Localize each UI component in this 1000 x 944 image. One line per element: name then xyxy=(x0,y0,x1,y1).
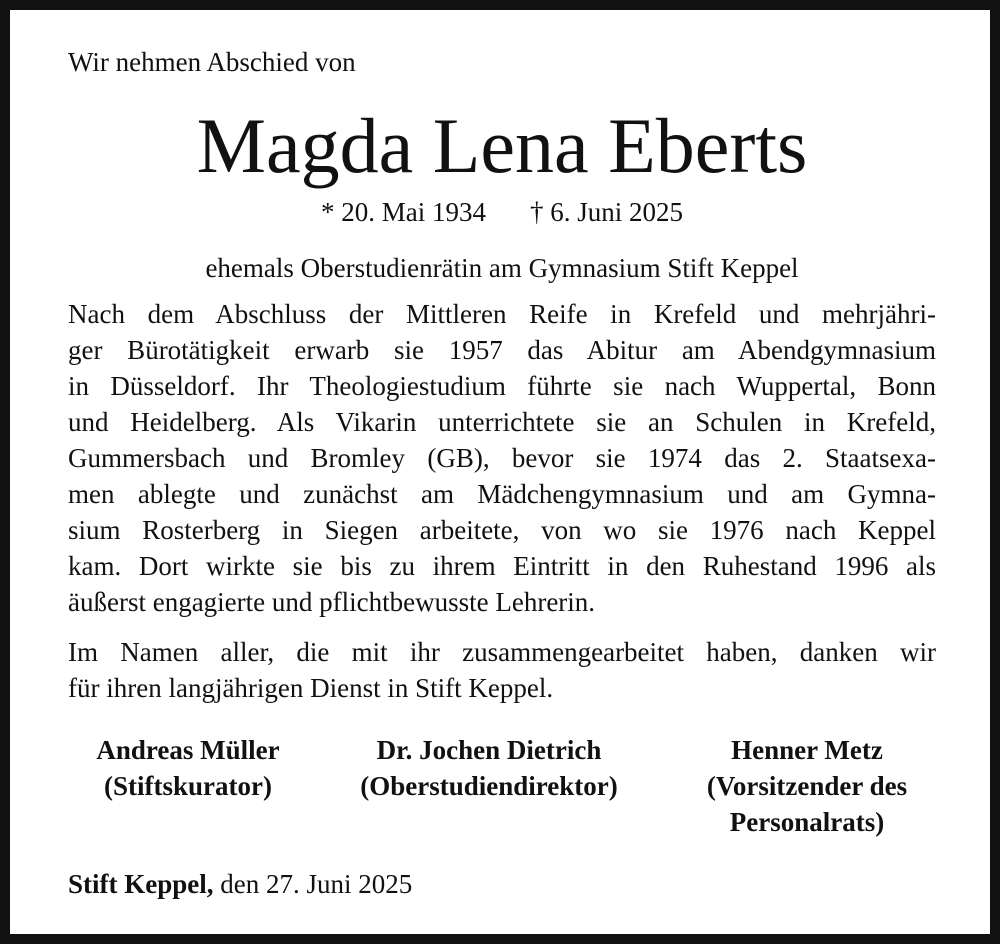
death-date: † 6. Juni 2025 xyxy=(529,197,683,227)
signatory-name: Henner Metz xyxy=(731,735,883,765)
deceased-name: Magda Lena Eberts xyxy=(196,102,808,189)
former-role: ehemals Oberstudienrätin am Gymnasium Stift Keppel xyxy=(205,253,799,283)
place-date-line xyxy=(68,866,412,902)
biography-line: in Düsseldorf. Ihr Theologiestudium führte sie nach Wuppertal, Bonn xyxy=(68,371,936,401)
biography-paragraph xyxy=(68,296,936,620)
signatory-title: Personalrats) xyxy=(729,807,885,837)
signatory-name: Andreas Müller xyxy=(96,735,280,765)
biography-line: men ablegte und zunächst am Mädchengymnasium und am Gymna- xyxy=(68,479,936,509)
thanks-line: Im Namen aller, die mit ihr zusammengearbeitet haben, danken wir xyxy=(68,637,936,667)
biography-line: äußerst engagierte und pflichtbewusste Lehrerin. xyxy=(68,587,596,617)
biography-line: sium Rosterberg in Siegen arbeitete, von wo sie 1976 nach Keppel xyxy=(68,515,936,545)
place-name: Stift Keppel, xyxy=(68,869,214,899)
biography-line: Gummersbach und Bromley (GB), bevor sie 1974 das 2. Staatsexa- xyxy=(68,443,936,473)
biography-line: ger Bürotätigkeit erwarb sie 1957 das Abitur am Abendgymnasium xyxy=(68,335,936,365)
life-dates xyxy=(68,196,936,228)
thanks-paragraph xyxy=(68,634,936,706)
signatory-metz xyxy=(678,732,936,840)
signatory-mueller xyxy=(68,732,308,804)
signatory-name: Dr. Jochen Dietrich xyxy=(376,735,602,765)
birth-date: * 20. Mai 1934 xyxy=(320,197,486,227)
biography-line: kam. Dort wirkte sie bis zu ihrem Eintritt in den Ruhestand 1996 als xyxy=(68,551,936,581)
thanks-line: für ihren langjährigen Dienst in Stift Keppel. xyxy=(68,673,554,703)
intro-text: Wir nehmen Abschied von xyxy=(68,47,356,77)
biography-line: und Heidelberg. Als Vikarin unterrichtete sie an Schulen in Krefeld, xyxy=(68,407,936,437)
notice-date: den 27. Juni 2025 xyxy=(213,869,413,899)
signatory-dietrich xyxy=(324,732,654,804)
signatory-title: (Vorsitzender des xyxy=(706,771,908,801)
signatory-title: (Stiftskurator) xyxy=(104,771,272,801)
biography-line: Nach dem Abschluss der Mittleren Reife in Krefeld und mehrjähri- xyxy=(68,299,936,329)
signatory-title: (Oberstudiendirektor) xyxy=(360,771,618,801)
